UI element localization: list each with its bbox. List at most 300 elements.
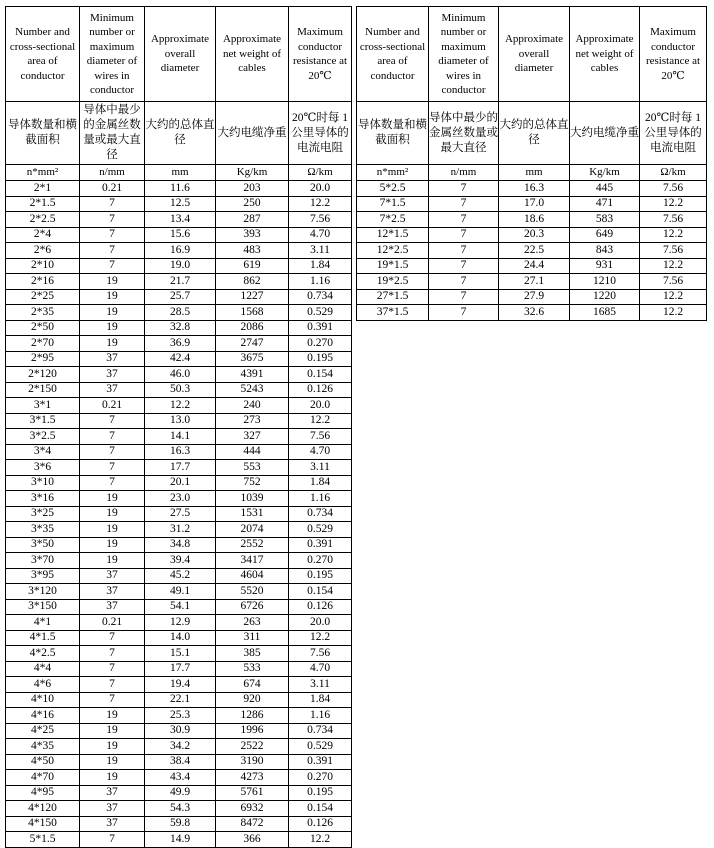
wires-cell: 7	[80, 475, 145, 491]
wires-cell: 7	[429, 243, 499, 259]
weight-cell: 2086	[216, 320, 289, 336]
table-row	[357, 258, 707, 274]
weight-cell: 287	[216, 212, 289, 228]
resistance-cell: 7.56	[289, 212, 352, 228]
table-row	[357, 181, 707, 197]
table-row	[6, 351, 352, 367]
diameter-cell: 25.3	[145, 708, 216, 724]
table-row	[6, 630, 352, 646]
table-body-left	[6, 181, 352, 848]
wires-cell: 19	[80, 305, 145, 321]
unit-header-row	[357, 165, 707, 181]
wires-cell: 19	[80, 770, 145, 786]
table-row	[6, 568, 352, 584]
weight-cell: 1531	[216, 506, 289, 522]
resistance-cell: 0.734	[289, 723, 352, 739]
table-row	[6, 832, 352, 848]
wires-cell: 7	[429, 289, 499, 305]
conductor-cell: 5*2.5	[357, 181, 429, 197]
conductor-cell: 37*1.5	[357, 305, 429, 321]
header-resistance-cn: 20℃时每 1 公里导体的电流电阻	[640, 102, 707, 165]
wires-cell: 19	[80, 320, 145, 336]
wires-cell: 7	[80, 196, 145, 212]
conductor-cell: 2*1	[6, 181, 80, 197]
table-row	[6, 801, 352, 817]
conductor-cell: 4*10	[6, 692, 80, 708]
unit-header-row	[6, 165, 352, 181]
diameter-cell: 17.0	[499, 196, 570, 212]
wires-cell: 37	[80, 816, 145, 832]
conductor-cell: 2*50	[6, 320, 80, 336]
resistance-cell: 1.84	[289, 475, 352, 491]
resistance-cell: 4.70	[289, 661, 352, 677]
conductor-cell: 2*35	[6, 305, 80, 321]
diameter-cell: 43.4	[145, 770, 216, 786]
weight-cell: 1039	[216, 491, 289, 507]
diameter-cell: 32.8	[145, 320, 216, 336]
weight-cell: 5243	[216, 382, 289, 398]
wires-cell: 7	[80, 677, 145, 693]
diameter-cell: 42.4	[145, 351, 216, 367]
wires-cell: 0.21	[80, 398, 145, 414]
resistance-cell: 12.2	[640, 258, 707, 274]
diameter-cell: 27.5	[145, 506, 216, 522]
table-row	[357, 196, 707, 212]
table-row	[6, 522, 352, 538]
diameter-cell: 23.0	[145, 491, 216, 507]
table-row	[6, 460, 352, 476]
resistance-cell: 0.154	[289, 801, 352, 817]
diameter-cell: 13.4	[145, 212, 216, 228]
unit-weight: Kg/km	[570, 165, 640, 181]
wires-cell: 7	[80, 227, 145, 243]
unit-conductor: n*mm²	[6, 165, 80, 181]
conductor-cell: 2*120	[6, 367, 80, 383]
resistance-cell: 0.270	[289, 770, 352, 786]
wires-cell: 19	[80, 754, 145, 770]
table-row	[6, 181, 352, 197]
wires-cell: 7	[80, 243, 145, 259]
resistance-cell: 0.126	[289, 816, 352, 832]
unit-diameter: mm	[145, 165, 216, 181]
weight-cell: 3675	[216, 351, 289, 367]
wires-cell: 19	[80, 274, 145, 290]
header-diameter-en: Approximate overall diameter	[145, 7, 216, 102]
diameter-cell: 31.2	[145, 522, 216, 538]
diameter-cell: 27.1	[499, 274, 570, 290]
table-row	[357, 289, 707, 305]
diameter-cell: 14.0	[145, 630, 216, 646]
diameter-cell: 54.1	[145, 599, 216, 615]
conductor-cell: 3*150	[6, 599, 80, 615]
wires-cell: 7	[80, 429, 145, 445]
table-row	[6, 212, 352, 228]
header-diameter-cn: 大约的总体直径	[499, 102, 570, 165]
unit-weight: Kg/km	[216, 165, 289, 181]
weight-cell: 1227	[216, 289, 289, 305]
conductor-cell: 3*1.5	[6, 413, 80, 429]
wires-cell: 19	[80, 336, 145, 352]
chinese-header-row	[357, 102, 707, 165]
conductor-cell: 4*120	[6, 801, 80, 817]
resistance-cell: 0.126	[289, 599, 352, 615]
diameter-cell: 22.1	[145, 692, 216, 708]
conductor-cell: 19*2.5	[357, 274, 429, 290]
wires-cell: 37	[80, 584, 145, 600]
resistance-cell: 7.56	[640, 274, 707, 290]
weight-cell: 327	[216, 429, 289, 445]
diameter-cell: 12.9	[145, 615, 216, 631]
weight-cell: 366	[216, 832, 289, 848]
diameter-cell: 17.7	[145, 460, 216, 476]
conductor-cell: 2*150	[6, 382, 80, 398]
wires-cell: 19	[80, 739, 145, 755]
wires-cell: 37	[80, 382, 145, 398]
weight-cell: 3417	[216, 553, 289, 569]
weight-cell: 619	[216, 258, 289, 274]
conductor-cell: 2*6	[6, 243, 80, 259]
diameter-cell: 19.0	[145, 258, 216, 274]
diameter-cell: 22.5	[499, 243, 570, 259]
header-resistance-cn: 20℃时每 1 公里导体的电流电阻	[289, 102, 352, 165]
weight-cell: 203	[216, 181, 289, 197]
wires-cell: 19	[80, 537, 145, 553]
table-row	[6, 646, 352, 662]
weight-cell: 6726	[216, 599, 289, 615]
resistance-cell: 0.126	[289, 382, 352, 398]
diameter-cell: 32.6	[499, 305, 570, 321]
diameter-cell: 14.9	[145, 832, 216, 848]
wires-cell: 37	[80, 367, 145, 383]
weight-cell: 471	[570, 196, 640, 212]
wires-cell: 37	[80, 785, 145, 801]
header-diameter-cn: 大约的总体直径	[145, 102, 216, 165]
header-wires-cn: 导体中最少的金属丝数量或最大直径	[80, 102, 145, 165]
resistance-cell: 12.2	[640, 305, 707, 321]
resistance-cell: 0.195	[289, 785, 352, 801]
weight-cell: 533	[216, 661, 289, 677]
resistance-cell: 0.391	[289, 754, 352, 770]
conductor-cell: 3*120	[6, 584, 80, 600]
table-row	[6, 584, 352, 600]
wires-cell: 37	[80, 568, 145, 584]
table-row	[357, 227, 707, 243]
resistance-cell: 20.0	[289, 615, 352, 631]
conductor-cell: 2*1.5	[6, 196, 80, 212]
diameter-cell: 30.9	[145, 723, 216, 739]
table-row	[6, 599, 352, 615]
table-row	[6, 320, 352, 336]
wires-cell: 19	[80, 491, 145, 507]
diameter-cell: 16.9	[145, 243, 216, 259]
weight-cell: 273	[216, 413, 289, 429]
weight-cell: 649	[570, 227, 640, 243]
table-row	[357, 243, 707, 259]
resistance-cell: 0.195	[289, 351, 352, 367]
weight-cell: 1685	[570, 305, 640, 321]
resistance-cell: 4.70	[289, 444, 352, 460]
diameter-cell: 17.7	[145, 661, 216, 677]
resistance-cell: 3.11	[289, 460, 352, 476]
header-wires-cn: 导体中最少的金属丝数量或最大直径	[429, 102, 499, 165]
resistance-cell: 0.529	[289, 739, 352, 755]
conductor-cell: 4*1.5	[6, 630, 80, 646]
resistance-cell: 0.270	[289, 553, 352, 569]
resistance-cell: 3.11	[289, 243, 352, 259]
diameter-cell: 25.7	[145, 289, 216, 305]
wires-cell: 19	[80, 708, 145, 724]
table-row	[6, 677, 352, 693]
weight-cell: 2747	[216, 336, 289, 352]
table-row	[6, 289, 352, 305]
wires-cell: 7	[80, 630, 145, 646]
conductor-cell: 4*70	[6, 770, 80, 786]
wires-cell: 0.21	[80, 615, 145, 631]
wires-cell: 7	[429, 274, 499, 290]
diameter-cell: 12.5	[145, 196, 216, 212]
header-conductor-en: Number and cross-sectional area of conductor	[357, 7, 429, 102]
diameter-cell: 34.8	[145, 537, 216, 553]
table-row	[6, 367, 352, 383]
resistance-cell: 12.2	[640, 196, 707, 212]
diameter-cell: 28.5	[145, 305, 216, 321]
weight-cell: 674	[216, 677, 289, 693]
weight-cell: 931	[570, 258, 640, 274]
diameter-cell: 36.9	[145, 336, 216, 352]
wires-cell: 7	[80, 646, 145, 662]
wires-cell: 37	[80, 351, 145, 367]
resistance-cell: 12.2	[640, 289, 707, 305]
resistance-cell: 4.70	[289, 227, 352, 243]
english-header-row	[6, 7, 352, 102]
diameter-cell: 39.4	[145, 553, 216, 569]
resistance-cell: 0.391	[289, 320, 352, 336]
resistance-cell: 1.84	[289, 692, 352, 708]
wires-cell: 7	[429, 212, 499, 228]
table-row	[6, 739, 352, 755]
conductor-cell: 4*50	[6, 754, 80, 770]
conductor-cell: 4*25	[6, 723, 80, 739]
header-weight-cn: 大约电缆净重	[216, 102, 289, 165]
weight-cell: 2074	[216, 522, 289, 538]
cable-spec-table-left	[5, 6, 352, 848]
table-row	[6, 506, 352, 522]
diameter-cell: 18.6	[499, 212, 570, 228]
conductor-cell: 4*95	[6, 785, 80, 801]
resistance-cell: 20.0	[289, 181, 352, 197]
resistance-cell: 1.16	[289, 491, 352, 507]
diameter-cell: 11.6	[145, 181, 216, 197]
table-row	[6, 227, 352, 243]
resistance-cell: 0.734	[289, 289, 352, 305]
wires-cell: 7	[80, 692, 145, 708]
weight-cell: 385	[216, 646, 289, 662]
conductor-cell: 12*1.5	[357, 227, 429, 243]
header-weight-en: Approximate net weight of cables	[216, 7, 289, 102]
conductor-cell: 4*16	[6, 708, 80, 724]
wires-cell: 19	[80, 522, 145, 538]
conductor-cell: 4*4	[6, 661, 80, 677]
diameter-cell: 38.4	[145, 754, 216, 770]
table-row	[6, 615, 352, 631]
diameter-cell: 24.4	[499, 258, 570, 274]
header-resistance-en: Maximum conductor resistance at 20℃	[289, 7, 352, 102]
weight-cell: 1286	[216, 708, 289, 724]
weight-cell: 1210	[570, 274, 640, 290]
resistance-cell: 1.16	[289, 708, 352, 724]
diameter-cell: 34.2	[145, 739, 216, 755]
weight-cell: 1220	[570, 289, 640, 305]
diameter-cell: 20.3	[499, 227, 570, 243]
diameter-cell: 15.6	[145, 227, 216, 243]
diameter-cell: 20.1	[145, 475, 216, 491]
resistance-cell: 12.2	[289, 413, 352, 429]
unit-resistance: Ω/km	[640, 165, 707, 181]
conductor-cell: 3*70	[6, 553, 80, 569]
diameter-cell: 21.7	[145, 274, 216, 290]
diameter-cell: 46.0	[145, 367, 216, 383]
weight-cell: 843	[570, 243, 640, 259]
wires-cell: 19	[80, 289, 145, 305]
unit-wires: n/mm	[429, 165, 499, 181]
weight-cell: 583	[570, 212, 640, 228]
conductor-cell: 3*6	[6, 460, 80, 476]
header-resistance-en: Maximum conductor resistance at 20℃	[640, 7, 707, 102]
resistance-cell: 0.154	[289, 367, 352, 383]
conductor-cell: 2*2.5	[6, 212, 80, 228]
weight-cell: 393	[216, 227, 289, 243]
conductor-cell: 7*1.5	[357, 196, 429, 212]
weight-cell: 1568	[216, 305, 289, 321]
resistance-cell: 12.2	[289, 630, 352, 646]
weight-cell: 240	[216, 398, 289, 414]
wires-cell: 7	[80, 832, 145, 848]
weight-cell: 4273	[216, 770, 289, 786]
wires-cell: 37	[80, 599, 145, 615]
header-weight-cn: 大约电缆净重	[570, 102, 640, 165]
weight-cell: 5520	[216, 584, 289, 600]
conductor-cell: 3*16	[6, 491, 80, 507]
conductor-cell: 3*25	[6, 506, 80, 522]
table-row	[6, 243, 352, 259]
conductor-cell: 7*2.5	[357, 212, 429, 228]
diameter-cell: 27.9	[499, 289, 570, 305]
cable-spec-table-right	[356, 6, 707, 321]
weight-cell: 8472	[216, 816, 289, 832]
resistance-cell: 7.56	[640, 243, 707, 259]
weight-cell: 444	[216, 444, 289, 460]
table-row	[6, 305, 352, 321]
weight-cell: 862	[216, 274, 289, 290]
resistance-cell: 7.56	[640, 181, 707, 197]
wires-cell: 19	[80, 553, 145, 569]
weight-cell: 920	[216, 692, 289, 708]
table-row	[6, 429, 352, 445]
wires-cell: 7	[429, 196, 499, 212]
table-row	[6, 336, 352, 352]
diameter-cell: 13.0	[145, 413, 216, 429]
unit-diameter: mm	[499, 165, 570, 181]
wires-cell: 7	[80, 258, 145, 274]
table-body-right	[357, 181, 707, 321]
diameter-cell: 12.2	[145, 398, 216, 414]
wires-cell: 7	[80, 661, 145, 677]
wires-cell: 19	[80, 723, 145, 739]
conductor-cell: 4*1	[6, 615, 80, 631]
diameter-cell: 49.9	[145, 785, 216, 801]
header-wires-en: Minimum number or maximum diameter of wires in conductor	[80, 7, 145, 102]
resistance-cell: 12.2	[289, 196, 352, 212]
conductor-cell: 4*6	[6, 677, 80, 693]
weight-cell: 483	[216, 243, 289, 259]
table-row	[6, 475, 352, 491]
resistance-cell: 1.84	[289, 258, 352, 274]
conductor-cell: 2*25	[6, 289, 80, 305]
wires-cell: 7	[80, 444, 145, 460]
table-row	[6, 785, 352, 801]
wires-cell: 7	[80, 413, 145, 429]
header-wires-en: Minimum number or maximum diameter of wires in conductor	[429, 7, 499, 102]
resistance-cell: 0.195	[289, 568, 352, 584]
resistance-cell: 0.734	[289, 506, 352, 522]
conductor-cell: 2*4	[6, 227, 80, 243]
resistance-cell: 0.391	[289, 537, 352, 553]
unit-conductor: n*mm²	[357, 165, 429, 181]
weight-cell: 2552	[216, 537, 289, 553]
conductor-cell: 3*10	[6, 475, 80, 491]
header-diameter-en: Approximate overall diameter	[499, 7, 570, 102]
resistance-cell: 0.270	[289, 336, 352, 352]
table-row	[357, 305, 707, 321]
header-conductor-cn: 导体数量和横截面积	[357, 102, 429, 165]
table-row	[6, 661, 352, 677]
unit-wires: n/mm	[80, 165, 145, 181]
conductor-cell: 4*2.5	[6, 646, 80, 662]
diameter-cell: 54.3	[145, 801, 216, 817]
table-row	[6, 537, 352, 553]
weight-cell: 445	[570, 181, 640, 197]
table-row	[6, 398, 352, 414]
table-row	[357, 212, 707, 228]
conductor-cell: 4*150	[6, 816, 80, 832]
conductor-cell: 2*10	[6, 258, 80, 274]
table-row	[6, 723, 352, 739]
header-conductor-en: Number and cross-sectional area of conductor	[6, 7, 80, 102]
header-weight-en: Approximate net weight of cables	[570, 7, 640, 102]
weight-cell: 250	[216, 196, 289, 212]
weight-cell: 1996	[216, 723, 289, 739]
table-row	[6, 444, 352, 460]
table-row	[6, 491, 352, 507]
table-row	[6, 816, 352, 832]
weight-cell: 4604	[216, 568, 289, 584]
conductor-cell: 12*2.5	[357, 243, 429, 259]
resistance-cell: 0.529	[289, 522, 352, 538]
conductor-cell: 4*35	[6, 739, 80, 755]
diameter-cell: 45.2	[145, 568, 216, 584]
wires-cell: 7	[429, 305, 499, 321]
weight-cell: 2522	[216, 739, 289, 755]
diameter-cell: 14.1	[145, 429, 216, 445]
conductor-cell: 3*4	[6, 444, 80, 460]
table-row	[6, 692, 352, 708]
wires-cell: 7	[429, 227, 499, 243]
diameter-cell: 50.3	[145, 382, 216, 398]
weight-cell: 4391	[216, 367, 289, 383]
conductor-cell: 27*1.5	[357, 289, 429, 305]
weight-cell: 3190	[216, 754, 289, 770]
table-row	[6, 196, 352, 212]
